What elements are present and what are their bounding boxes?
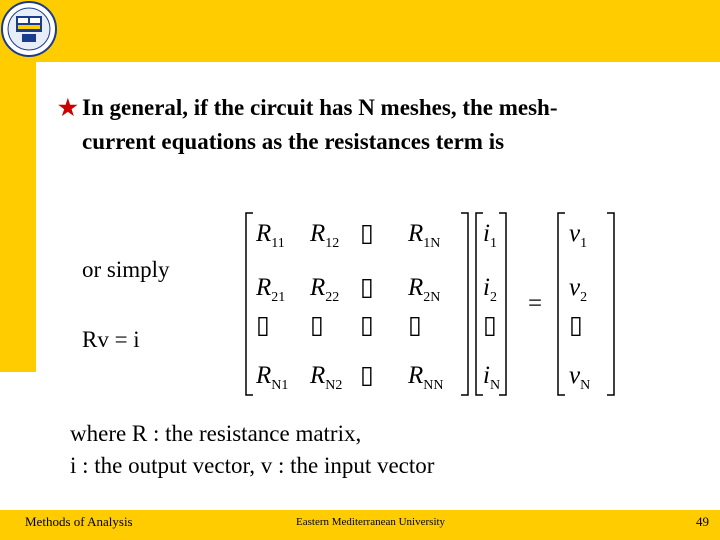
r-matrix-cell: $R_{12}$ [310, 220, 340, 251]
header-bar [0, 0, 720, 62]
page-number: 49 [696, 514, 709, 529]
or-simply-label: or simply [82, 257, 170, 282]
r-matrix-cell: ▯ [360, 312, 374, 339]
r-matrix-cell: $R_{11}$ [256, 220, 285, 251]
i-vector-entry: $i_N$ [483, 362, 501, 393]
r-matrix-cell: ▯ [360, 274, 374, 301]
r-matrix-cell: ▯ [256, 312, 270, 339]
definitions [70, 418, 434, 482]
star-bullet-icon: ★ [58, 95, 78, 120]
i-vector-entry: ▯ [483, 312, 497, 339]
definition-line-2: i : the output vector, v : the input vector [70, 453, 435, 478]
equation-label: Rv = i [82, 327, 140, 352]
r-matrix-cell: ▯ [360, 362, 374, 389]
r-matrix-right-bracket [461, 213, 468, 395]
footer-course-title: Methods of Analysis [25, 514, 133, 529]
v-vector-left-bracket [558, 213, 565, 395]
bullet-line-2: current equations as the resistances term is [82, 129, 505, 154]
r-matrix-cell: ▯ [408, 312, 422, 339]
v-vector-right-bracket [607, 213, 614, 395]
i-vector-entry: $i_2$ [483, 274, 497, 305]
r-matrix-cell: $R_{21}$ [256, 274, 286, 305]
v-vector-entry: ▯ [569, 312, 583, 339]
equals-sign: = [528, 290, 543, 317]
bullet-line-1: In general, if the circuit has N meshes, the mesh- [82, 95, 558, 120]
i-vector-entry: $i_1$ [483, 220, 497, 251]
r-matrix-cell: $R_{N2}$ [310, 362, 343, 393]
definition-line-1: where R : the resistance matrix, [70, 421, 362, 446]
r-matrix-cell: $R_{NN}$ [408, 362, 444, 393]
university-logo [0, 0, 58, 58]
mesh-current-matrix-equation [236, 205, 626, 401]
r-matrix-cell: $R_{N1}$ [256, 362, 289, 393]
r-matrix-cell: $R_{2N}$ [408, 274, 441, 305]
i-vector-right-bracket [499, 213, 506, 395]
r-matrix-left-bracket [246, 213, 253, 395]
v-vector-entry: $v_N$ [569, 362, 591, 393]
v-vector-entry: $v_2$ [569, 274, 588, 305]
v-vector-entry: $v_1$ [569, 220, 588, 251]
r-matrix-cell: $R_{1N}$ [408, 220, 441, 251]
r-matrix-cell: ▯ [310, 312, 324, 339]
bullet-paragraph [58, 91, 678, 159]
i-vector-left-bracket [476, 213, 483, 395]
r-matrix-cell: ▯ [360, 220, 374, 247]
footer-university: Eastern Mediterranean University [296, 516, 446, 528]
r-matrix-cell: $R_{22}$ [310, 274, 340, 305]
